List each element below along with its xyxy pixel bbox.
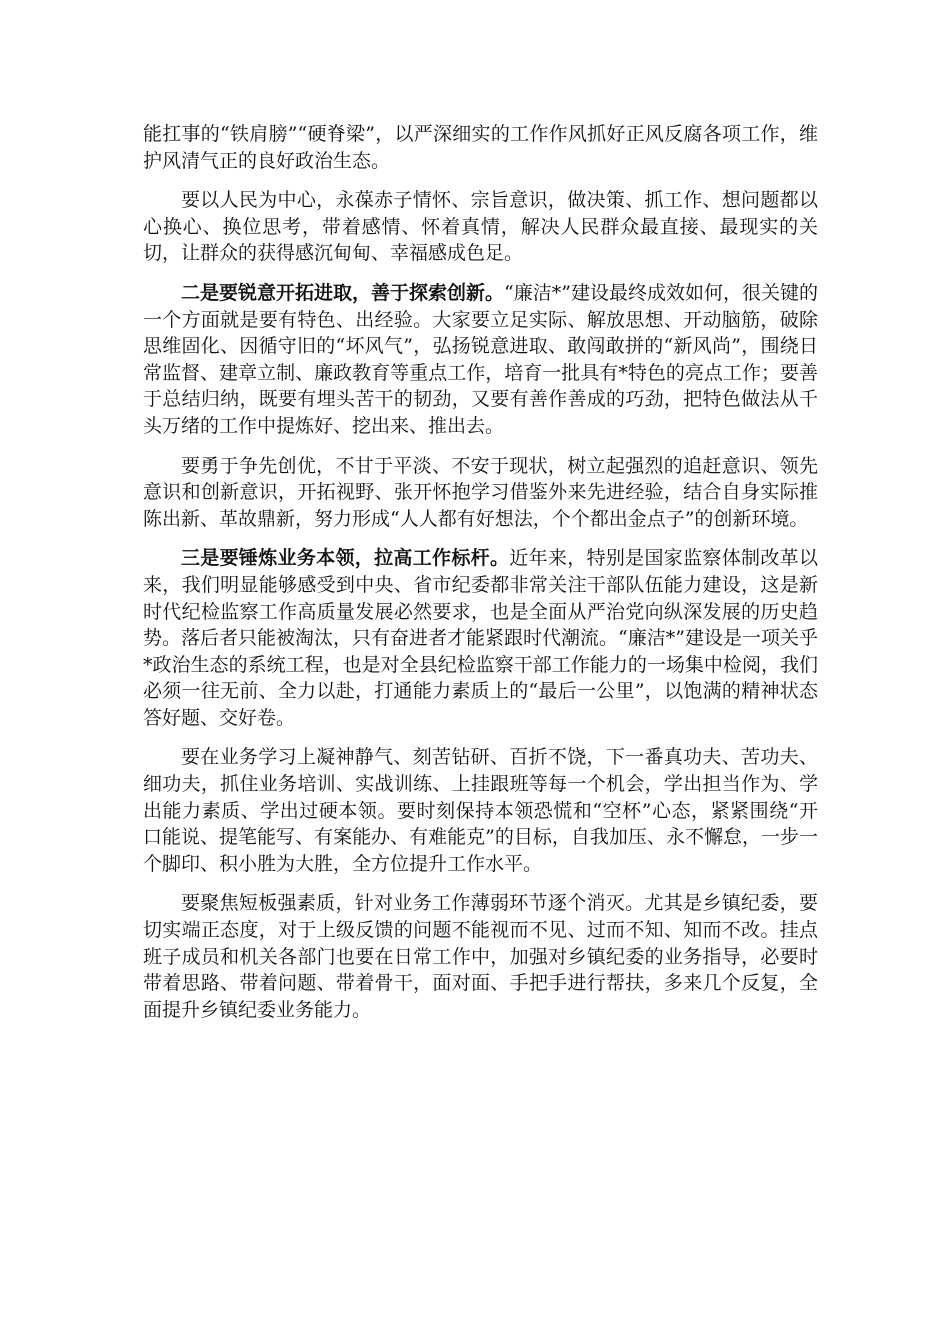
paragraph-3 [143,280,818,440]
paragraph-7-text: 要聚焦短板强素质，针对业务工作薄弱环节逐个消灭。尤其是乡镇纪委，要切实端正态度，对于上级反馈的问题不能视而不见、过而不知、知而不改。挂点班子成员和机关各部门也要在日常工作中，加强对乡镇纪委的业务指导，必要时带着思路、带着问题、带着骨干，面对面、手把手进行帮扶，多来几个反复，全面提升乡镇纪委业务能力。 [143,892,818,1021]
paragraph-6-text: 要在业务学习上凝神静气、刻苦钻研、百折不饶，下一番真功夫、苦功夫、细功夫，抓住业务培训、实战训练、上挂跟班等每一个机会，学出担当作为、学出能力素质、学出过硬本领。要时刻保持本领恐慌和“空杯”心态，紧紧围绕“开口能说、提笔能写、有案能办、有难能克”的目标，自我加压、永不懈怠，一步一个脚印、积小胜为大胜，全方位提升工作水平。 [143,746,818,875]
paragraph-6 [143,744,818,877]
paragraph-5-lead: 三是要锤炼业务本领，拉高工作标杆。 [181,547,510,570]
paragraph-7 [143,890,818,1023]
paragraph-2 [143,187,818,267]
paragraph-3-lead: 二是要锐意开拓进取，善于探索创新。 [181,281,505,304]
paragraph-5 [143,545,818,731]
paragraph-5-text: 近年来，特别是国家监察体制改革以来，我们明显能够感受到中央、省市纪委都非常关注干部队伍能力建设，这是新时代纪检监察工作高质量发展必然要求，也是全面从严治党向纵深发展的历史趋势。落后者只能被淘汰，只有奋进者才能紧跟时代潮流。“廉洁*”建设是一项关乎*政治生态的系统工程，也是对全县纪检监察干部工作能力的一场集中检阅，我们必须一往无前、全力以赴，打通能力素质上的“最后一公里”，以饱满的精神状态答好题、交好卷。 [143,547,818,729]
paragraph-1-text: 能扛事的“铁肩膀”“硬脊梁”，以严深细实的工作作风抓好正风反腐各项工作，维护风清气正的良好政治生态。 [143,123,818,172]
paragraph-2-text: 要以人民为中心，永葆赤子情怀、宗旨意识，做决策、抓工作、想问题都以心换心、换位思考，带着感情、怀着真情，解决人民群众最直接、最现实的关切，让群众的获得感沉甸甸、幸福感成色足。 [143,189,818,265]
paragraph-4-text: 要勇于争先创优，不甘于平淡、不安于现状，树立起强烈的追赶意识、领先意识和创新意识，开拓视野、张开怀抱学习借鉴外来先进经验，结合自身实际推陈出新、革故鼎新，努力形成“人人都有好想法，个个都出金点子”的创新环境。 [143,454,818,530]
document-page [143,121,818,1036]
paragraph-3-text: “廉洁*”建设最终成效如何，很关键的一个方面就是要有特色、出经验。大家要立足实际、解放思想、开动脑筋，破除思维固化、因循守旧的“坏风气”，弘扬锐意进取、敢闯敢拼的“新风尚”，围绕日常监督、建章立制、廉政教育等重点工作，培育一批具有*特色的亮点工作；要善于总结归纳，既要有埋头苦干的韧劲，又要有善作善成的巧劲，把特色做法从千头万绪的工作中提炼好、挖出来、推出去。 [143,281,818,437]
paragraph-4 [143,453,818,533]
paragraph-1 [143,121,818,174]
